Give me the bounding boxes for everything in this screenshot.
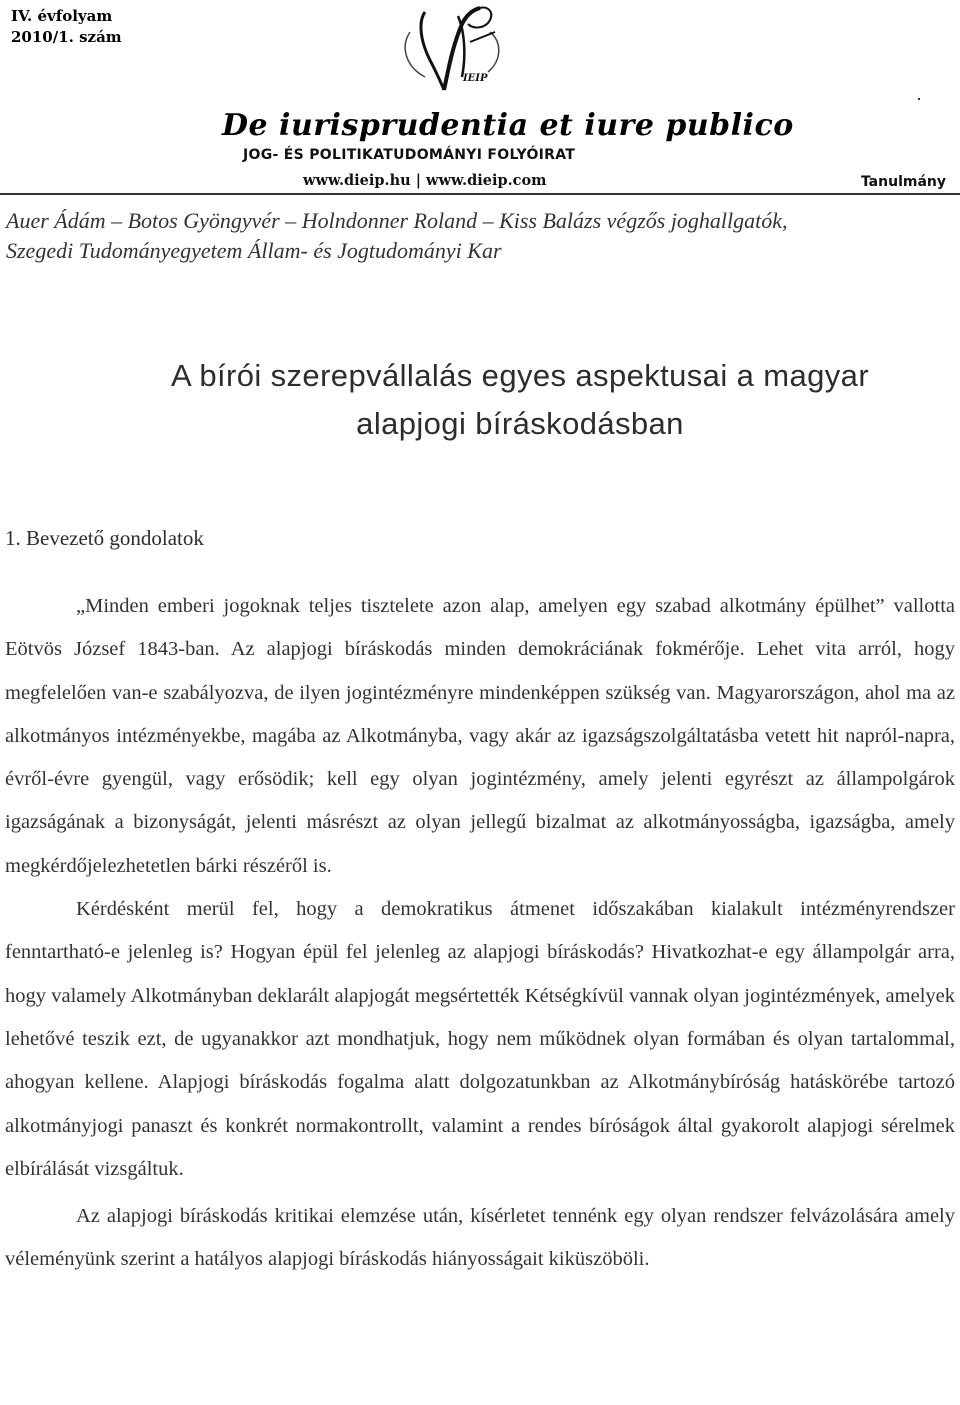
article-body: [5, 585, 955, 1282]
journal-name: De iurisprudentia et iure publico: [222, 108, 794, 143]
author-block: [6, 206, 956, 266]
author-affiliation: Szegedi Tudományegyetem Állam- és Jogtudományi Kar: [6, 238, 502, 263]
journal-urls: www.dieip.hu | www.dieip.com: [303, 172, 547, 189]
volume-info: [11, 6, 122, 48]
author-names: Auer Ádám – Botos Gyöngyvér – Holndonner Roland – Kiss Balázs végzős joghallgatók,: [6, 208, 788, 233]
journal-logo-icon: [370, 2, 540, 102]
masthead: [0, 0, 960, 200]
journal-subtitle: JOG- ÉS POLITIKATUDOMÁNYI FOLYÓIRAT: [243, 147, 576, 163]
section-heading: 1. Bevezető gondolatok: [5, 526, 204, 550]
article-type-label: Tanulmány: [860, 174, 946, 190]
body-paragraph: „Minden emberi jogoknak teljes tisztelete azon alap, amelyen egy szabad alkotmány épülhet” vallotta Eötvös József 1843-ban. Az alapjogi bíráskodás minden demokráciának fokmérője. Lehet vita arról, hogy megfelelően van-e szabályozva, de ilyen jogintézményre mindenképpen szükség van. Magyarországon, ahol ma az alkotmányos intézményekbe, magába az Alkotmányba, vagy akár az igazságszolgáltatásba vetett hit napról-napra, évről-évre gyengül, vagy erősödik; kell egy olyan jogintézmény, amely jelenti egyrészt az állampolgárok igazságának a bizonyságát, jelenti másrészt az olyan jellegű bizalmat az alkotmányosságba, igazságba, amely megkérdőjelezhetetlen bárki részéről is.: [5, 595, 955, 877]
article-title: [0, 352, 960, 448]
body-paragraph: Kérdésként merül fel, hogy a demokratikus átmenet időszakában kialakult intézményrendszer fenntartható-e jelenleg is? Hogyan épül fel jelenleg az alapjogi bíráskodás? Hivatkozhat-e egy állampolgár arra, hogy valamely Alkotmányban deklarált alapjogát megsértették Kétségkívül vannak olyan jogintézmények, amelyek lehetővé teszik ezt, de ugyanakkor azt mondhatjuk, hogy nem működnek olyan formában és olyan tartalommal, ahogyan kellene. Alapjogi bíráskodás fogalma alatt dolgozatunkban az Alkotmánybíróság hatáskörébe tartozó alkotmányjogi panaszt és konkrét normakontrollt, valamint a rendes bíróságok által gyakorolt alapjogi sérelmek elbírálását vizsgáltuk.: [5, 898, 955, 1180]
volume-number: IV. évfolyam: [11, 7, 113, 25]
decorative-dot: [918, 98, 920, 100]
issue-number: 2010/1. szám: [11, 28, 122, 46]
title-line-2: alapjogi bíráskodásban: [356, 406, 684, 441]
body-paragraph: Az alapjogi bíráskodás kritikai elemzése után, kísérletet tennénk egy olyan rendszer felvázolására amely véleményünk szerint a hatályos alapjogi bíráskodás hiányosságait kiküszöböli.: [5, 1205, 955, 1271]
title-line-1: A bírói szerepvállalás egyes aspektusai a magyar: [170, 358, 870, 393]
logo-monogram: IEIP: [463, 73, 488, 84]
header-divider: [0, 193, 960, 195]
